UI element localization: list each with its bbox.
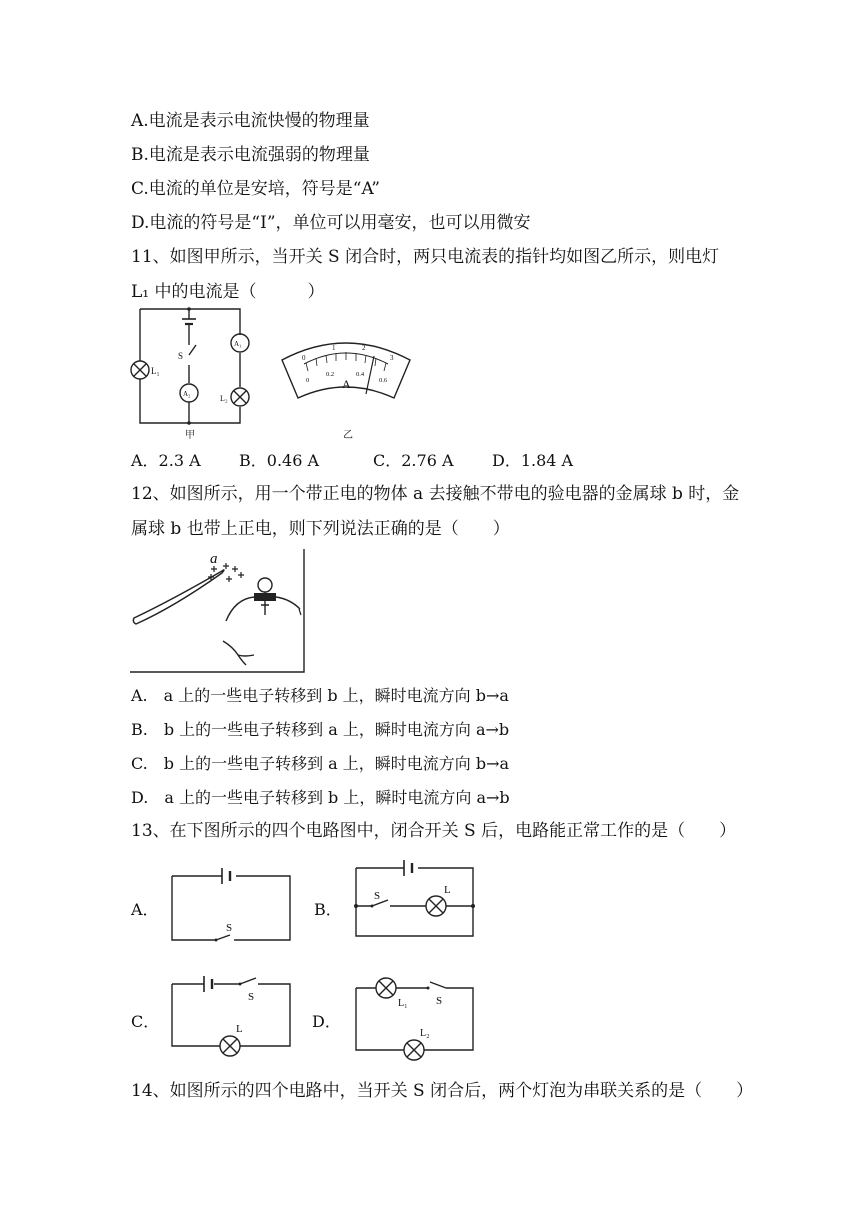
upper-scale-1: 1 [332, 344, 336, 352]
q11-stem-line1: 11、如图甲所示，当开关 S 闭合时，两只电流表的指针均如图乙所示，则电灯 [131, 247, 720, 267]
q11-figure-jia [128, 305, 258, 445]
q13-letter-d: D． [312, 1012, 341, 1031]
q10-option-c: C.电流的单位是安培，符号是“A” [131, 179, 380, 199]
circuit-d-label-l2: L₂ [420, 1028, 430, 1039]
circuit-d-label-s: S [436, 995, 443, 1007]
circuit-c-label-l: L [236, 1023, 243, 1035]
jia-label-l1: L₁ [151, 366, 160, 376]
upper-scale-3: 3 [390, 354, 394, 362]
lower-scale-02: 0.2 [326, 371, 335, 378]
q12-option-d: D. a 上的一些电子转移到 b 上，瞬时电流方向 a→b [131, 788, 510, 807]
q12-stem-line1: 12、如图所示，用一个带正电的物体 a 去接触不带电的验电器的金属球 b 时，金 [131, 484, 740, 504]
rod-label-a: a [210, 551, 218, 567]
q10-option-b: B.电流是表示电流强弱的物理量 [131, 145, 370, 165]
q11-stem-line2: L₁ 中的电流是（ ） [131, 282, 325, 302]
q11-option-c: C．2.76 A [373, 451, 454, 470]
jia-caption: 甲 [185, 430, 195, 441]
circuit-a-label-s: S [226, 922, 233, 934]
circuit-d-label-l1: L₁ [398, 998, 408, 1009]
yi-caption: 乙 [343, 430, 353, 441]
circuit-b-label-l: L [444, 884, 451, 896]
jia-label-s: S [178, 351, 184, 361]
q11-option-d: D．1.84 A [492, 451, 574, 470]
q13-letter-b: B． [314, 900, 342, 919]
dial-ticks [306, 352, 386, 371]
q11-option-b: B．0.46 A [239, 451, 320, 470]
q13-circuit-c [172, 974, 292, 1056]
q10-option-a: A.电流是表示电流快慢的物理量 [131, 111, 370, 131]
circuit-b-label-s: S [374, 890, 381, 902]
q12-option-c: C. b 上的一些电子转移到 a 上，瞬时电流方向 b→a [131, 754, 510, 773]
lower-scale-0: 0 [306, 377, 310, 384]
lower-scale-04: 0.4 [356, 371, 365, 378]
q13-circuit-d [354, 972, 476, 1062]
q12-figure-electroscope [130, 549, 305, 673]
q13-letter-a: A． [131, 900, 159, 919]
q13-circuit-b [354, 856, 476, 938]
q13-letter-c: C． [131, 1012, 160, 1031]
lower-scale-06: 0.6 [379, 377, 388, 384]
q10-option-d: D.电流的符号是“I”，单位可以用毫安，也可以用微安 [131, 213, 531, 233]
q11-options [131, 451, 651, 471]
q12-stem-line2: 属球 b 也带上正电，则下列说法正确的是（ ） [131, 519, 510, 539]
q11-figure-yi [276, 336, 416, 446]
q11-option-a: A．2.3 A [131, 451, 201, 470]
q12-option-a: A. a 上的一些电子转移到 b 上，瞬时电流方向 b→a [131, 686, 509, 705]
jia-label-a2: A₂ [183, 390, 191, 398]
circuit-c-label-s: S [248, 991, 255, 1003]
q13-stem: 13、在下图所示的四个电路图中，闭合开关 S 后，电路能正常工作的是（ ） [131, 821, 737, 841]
jia-label-a1: A₁ [234, 340, 242, 348]
q14-stem: 14、如图所示的四个电路中，当开关 S 闭合后，两个灯泡为串联关系的是（ ） [131, 1081, 754, 1101]
q12-option-b: B. b 上的一些电子转移到 a 上，瞬时电流方向 a→b [131, 720, 510, 739]
dial-unit: A [342, 377, 351, 391]
q13-circuit-a [172, 862, 292, 944]
upper-scale-0: 0 [302, 354, 306, 362]
jia-label-l2: L₂ [220, 394, 228, 403]
upper-scale-2: 2 [362, 344, 366, 352]
